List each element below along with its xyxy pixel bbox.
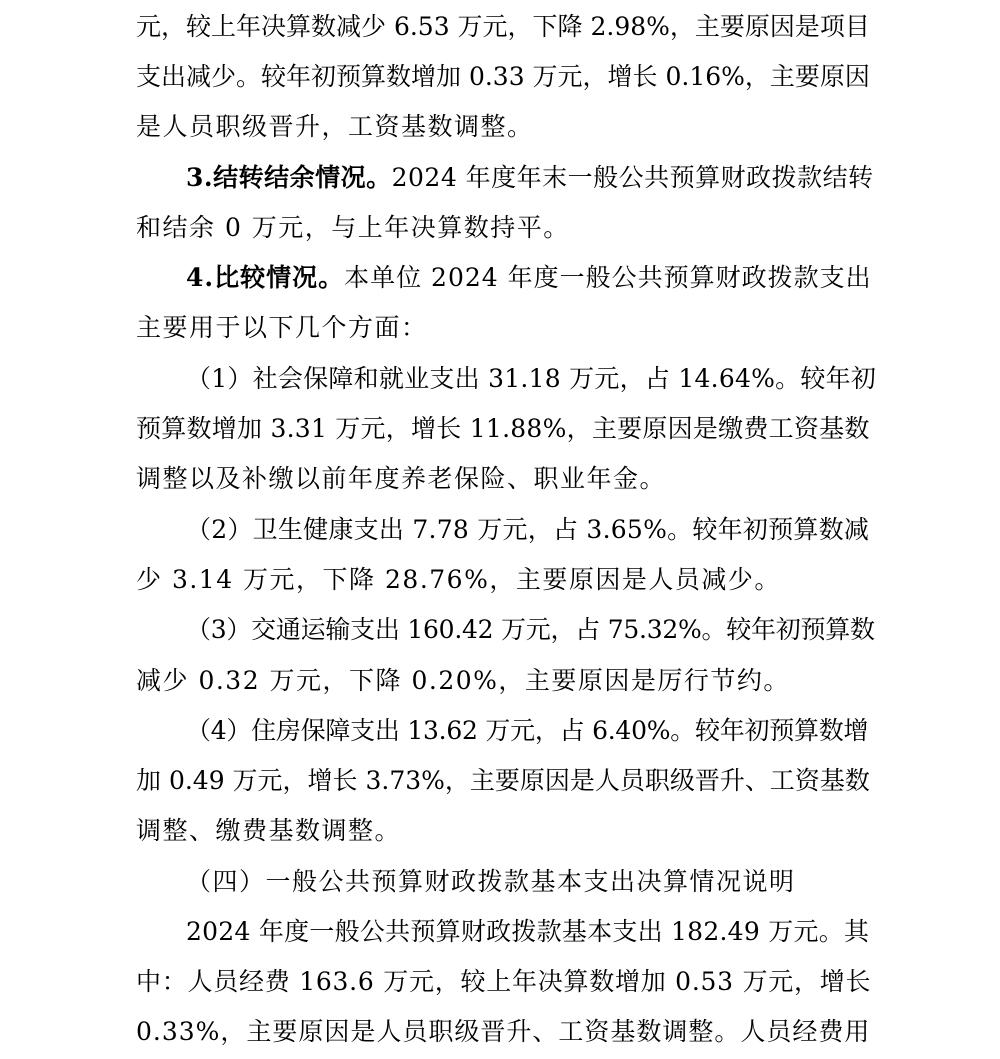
text-line-11: （2）卫生健康支出 7.78 万元，占 3.65%。较年初预算数减 (186, 515, 870, 544)
section-heading-carryover: 3.结转结余情况。 (186, 163, 392, 192)
text-line-6 (186, 253, 872, 303)
text-line-13: （3）交通运输支出 160.42 万元，占 75.32%。较年初预算数 (186, 615, 875, 644)
text-line-10: 调整以及补缴以前年度养老保险、职业年金。 (136, 464, 667, 493)
text-line-1: 元，较上年决算数减少 6.53 万元，下降 2.98%，主要原因是项目 (136, 12, 870, 41)
section-heading-comparison: 4.比较情况。 (186, 263, 345, 292)
text-line-5: 和结余 0 万元，与上年决算数持平。 (136, 213, 570, 242)
text-line-12: 少 3.14 万元，下降 28.76%，主要原因是人员减少。 (136, 565, 781, 594)
text-line-9: 预算数增加 3.31 万元，增长 11.88%，主要原因是缴费工资基数 (136, 414, 870, 443)
text-line-3: 是人员职级晋升，工资基数调整。 (136, 112, 534, 141)
text-line-17: 调整、缴费基数调整。 (136, 816, 402, 845)
text-line-2: 支出减少。较年初预算数增加 0.33 万元，增长 0.16%，主要原因 (136, 62, 870, 91)
text-line-16: 加 0.49 万元，增长 3.73%，主要原因是人员职级晋升、工资基数 (136, 766, 870, 795)
text-line-21: 0.33%，主要原因是人员职级晋升、工资基数调整。人员经费用 (136, 1017, 871, 1046)
text-line-8: （1）社会保障和就业支出 31.18 万元，占 14.64%。较年初 (186, 364, 877, 393)
section-text-comparison: 本单位 2024 年度一般公共预算财政拨款支出 (344, 263, 872, 292)
section-heading-basic-expenditure: （四）一般公共预算财政拨款基本支出决算情况说明 (186, 867, 796, 896)
text-line-19: 2024 年度一般公共预算财政拨款基本支出 182.49 万元。其 (186, 917, 870, 946)
text-line-4 (186, 153, 874, 203)
text-line-7: 主要用于以下几个方面： (136, 313, 428, 342)
text-line-15: （4）住房保障支出 13.62 万元，占 6.40%。较年初预算数增 (186, 716, 869, 745)
section-text-carryover: 2024 年度年末一般公共预算财政拨款结转 (391, 163, 874, 192)
text-line-20: 中：人员经费 163.6 万元，较上年决算数增加 0.53 万元，增长 (136, 967, 872, 996)
text-line-14: 减少 0.32 万元，下降 0.20%，主要原因是厉行节约。 (136, 666, 790, 695)
